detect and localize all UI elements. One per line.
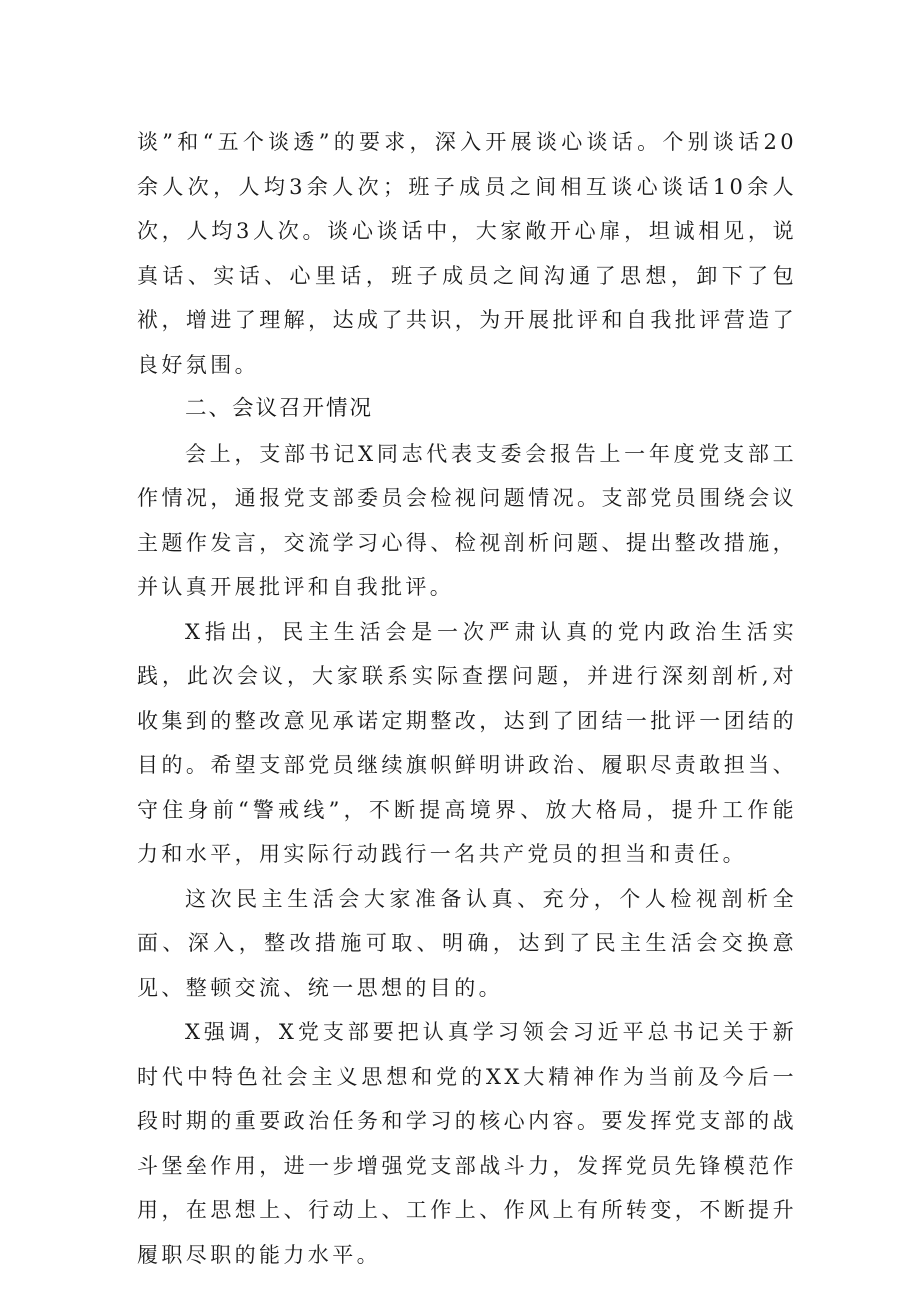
body-text — [137, 120, 797, 1277]
paragraph-talk-summary: 谈”和“五个谈透”的要求，深入开展谈心谈话。个别谈话20余人次，人均3余人次；班子成员之间相互谈心谈话10余人次，人均3人次。谈心谈话中，大家敞开心扉，坦诚相见，说真话、实话、心里话，班子成员之间沟通了思想，卸下了包袱，增进了理解，达成了共识，为开展批评和自我批评营造了良好氛围。 — [137, 130, 797, 377]
paragraph-meeting-report: 会上，支部书记X同志代表支委会报告上一年度党支部工作情况，通报党支部委员会检视问题情况。支部党员围绕会议主题作发言，交流学习心得、检视剖析问题、提出整改措施，并认真开展批评和自我批评。 — [137, 441, 797, 599]
section-heading: 二、会议召开情况 — [185, 396, 374, 421]
paragraph-remarks: X指出，民主生活会是一次严肃认真的党内政治生活实践，此次会议，大家联系实际查摆问题，并进行深刻剖析,对收集到的整改意见承诺定期整改，达到了团结一批评一团结的目的。希望支部党员继续旗帜鲜明讲政治、履职尽责敢担当、守住身前“警戒线”，不断提高境界、放大格局，提升工作能力和水平，用实际行动践行一名共产党员的担当和责任。 — [137, 619, 797, 866]
paragraph-emphasis: X强调，X党支部要把认真学习领会习近平总书记关于新时代中特色社会主义思想和党的XX大精神作为当前及今后一段时期的重要政治任务和学习的核心内容。要发挥党支部的战斗堡垒作用，进一步增强党支部战斗力，发挥党员先锋模范作用，在思想上、行动上、工作上、作风上有所转变，不断提升履职尽职的能力水平。 — [137, 1020, 797, 1267]
paragraph-evaluation: 这次民主生活会大家准备认真、充分，个人检视剖析全面、深入，整改措施可取、明确，达到了民主生活会交换意见、整顿交流、统一思想的目的。 — [137, 886, 797, 1000]
